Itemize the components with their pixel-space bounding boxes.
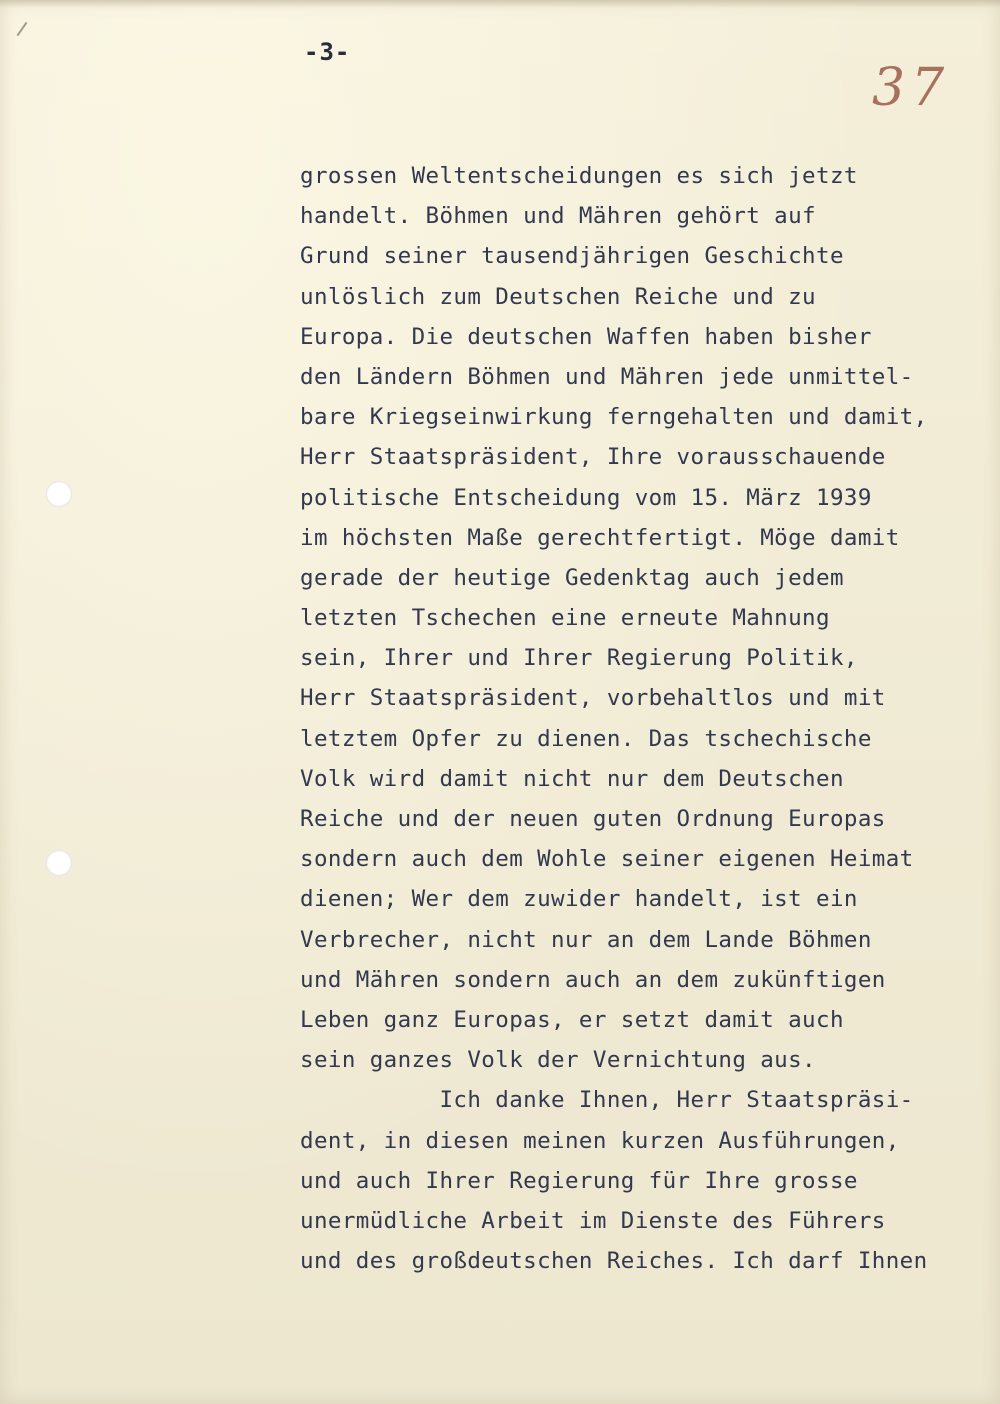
punch-hole-top bbox=[46, 481, 72, 507]
pencil-mark bbox=[17, 22, 28, 36]
text-line: letztem Opfer zu dienen. Das tschechische bbox=[300, 725, 872, 752]
text-line: handelt. Böhmen und Mähren gehört auf bbox=[300, 203, 817, 230]
text-line: dienen; Wer dem zuwider handelt, ist ein bbox=[300, 886, 858, 913]
text-line: Volk wird damit nicht nur dem Deutschen bbox=[300, 765, 844, 792]
punch-hole-bottom bbox=[46, 850, 72, 876]
text-line: politische Entscheidung vom 15. März 1939 bbox=[300, 484, 872, 511]
text-line: unermüdliche Arbeit im Dienste des Führers bbox=[300, 1207, 886, 1234]
text-line: unlöslich zum Deutschen Reiche und zu bbox=[300, 283, 817, 310]
text-line: Grund seiner tausendjährigen Geschichte bbox=[300, 243, 844, 270]
text-line: und Mähren sondern auch an dem zukünftigen bbox=[300, 966, 886, 993]
text-line: Verbrecher, nicht nur an dem Lande Böhmen bbox=[300, 926, 872, 953]
text-line: gerade der heutige Gedenktag auch jedem bbox=[300, 564, 844, 591]
handwritten-folio-number: 37 bbox=[872, 58, 951, 118]
text-line: sein ganzes Volk der Vernichtung aus. bbox=[300, 1047, 817, 1074]
text-line: Leben ganz Europas, er setzt damit auch bbox=[300, 1006, 844, 1033]
text-line: Europa. Die deutschen Waffen haben bisher bbox=[300, 323, 872, 350]
text-line: sondern auch dem Wohle seiner eigenen Heimat bbox=[300, 846, 914, 873]
text-line: grossen Weltentscheidungen es sich jetzt bbox=[300, 163, 858, 189]
text-line: Herr Staatspräsident, vorbehaltlos und mit bbox=[300, 685, 886, 712]
text-line: bare Kriegseinwirkung ferngehalten und damit, bbox=[300, 404, 928, 431]
paper-top-edge bbox=[0, 0, 1000, 8]
text-line: letzten Tschechen eine erneute Mahnung bbox=[300, 605, 830, 632]
text-line: Herr Staatspräsident, Ihre vorausschauende bbox=[300, 444, 886, 471]
text-line: sein, Ihrer und Ihrer Regierung Politik, bbox=[300, 645, 858, 672]
text-line: Ich danke Ihnen, Herr Staatspräsi- bbox=[300, 1087, 914, 1114]
text-line: dent, in diesen meinen kurzen Ausführungen, bbox=[300, 1127, 900, 1154]
text-line: Reiche und der neuen guten Ordnung Europas bbox=[300, 806, 886, 832]
text-line: und des großdeutschen Reiches. Ich darf Ihnen bbox=[300, 1248, 928, 1275]
text-line: im höchsten Maße gerechtfertigt. Möge damit bbox=[300, 524, 900, 551]
page-number: -3- bbox=[304, 38, 351, 66]
text-line: den Ländern Böhmen und Mähren jede unmittel- bbox=[300, 363, 914, 390]
typewritten-body bbox=[300, 156, 990, 1281]
text-line: und auch Ihrer Regierung für Ihre grosse bbox=[300, 1167, 858, 1194]
